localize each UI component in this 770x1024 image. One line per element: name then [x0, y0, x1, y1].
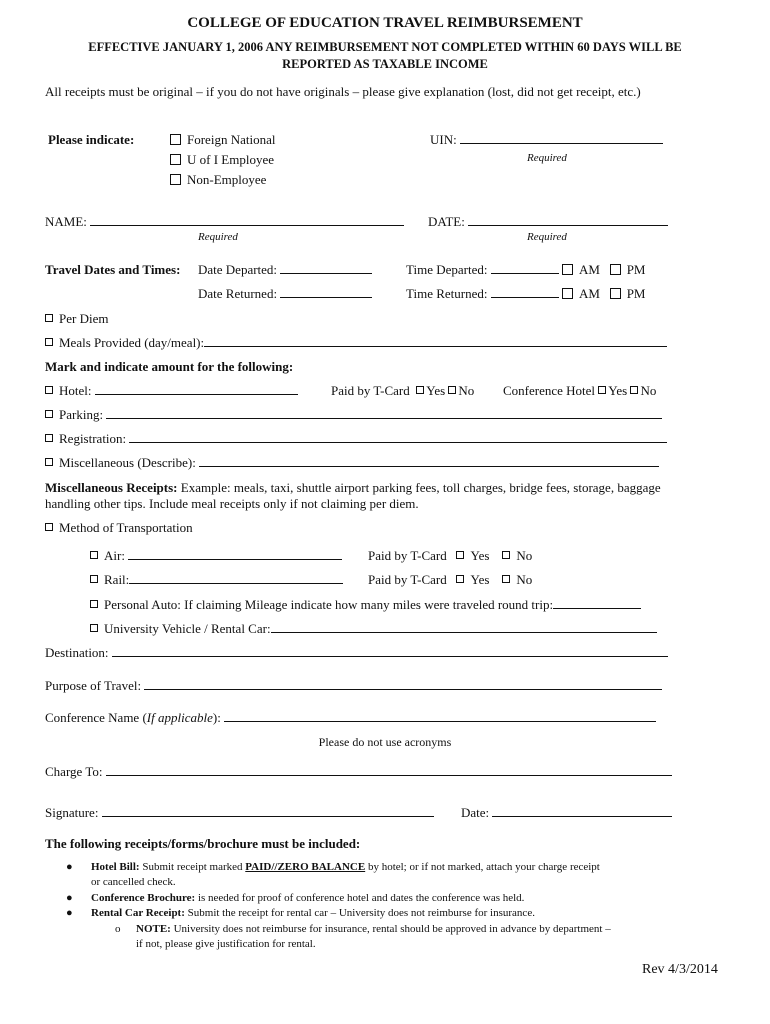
registration-field[interactable]: Registration:: [45, 431, 667, 447]
hotel-field[interactable]: Hotel:: [45, 383, 298, 399]
conference-name-field[interactable]: Conference Name (If applicable):: [45, 710, 656, 726]
date-departed-field[interactable]: Date Departed:: [198, 262, 372, 278]
checkbox-icon[interactable]: [170, 174, 181, 185]
uin-field[interactable]: UIN:: [430, 132, 663, 148]
checkbox-icon[interactable]: [90, 575, 98, 583]
subtitle-line-1: EFFECTIVE JANUARY 1, 2006 ANY REIMBURSEMENT NOT COMPLETED WITHIN 60 DAYS WILL BE: [88, 40, 682, 54]
miscellaneous-field[interactable]: Miscellaneous (Describe):: [45, 455, 659, 471]
hotel-tcard-group[interactable]: Paid by T-Card Yes No: [331, 383, 475, 398]
no-checkbox-icon[interactable]: [502, 575, 510, 583]
note-item-cont: if not, please give justification for rental.: [136, 938, 316, 950]
checkbox-icon[interactable]: [45, 410, 53, 418]
receipts-note: All receipts must be original – if you do not have originals – please give explanation (lost, did not get receipt, etc.): [45, 84, 641, 99]
checkbox-icon[interactable]: [45, 338, 53, 346]
pm-checkbox-icon[interactable]: [610, 288, 621, 299]
bullet-dot-icon: ●: [66, 892, 73, 904]
hotel-input-line[interactable]: [95, 383, 298, 395]
am-checkbox-icon[interactable]: [562, 288, 573, 299]
no-checkbox-icon[interactable]: [448, 386, 456, 394]
time-departed-line[interactable]: [491, 262, 559, 274]
charge-to-field[interactable]: Charge To:: [45, 764, 672, 780]
brochure-item: Conference Brochure: is needed for proof of conference hotel and dates the conference was held.: [91, 892, 525, 904]
option-non-employee[interactable]: Non-Employee: [170, 172, 266, 188]
personal-auto-field[interactable]: Personal Auto: If claiming Mileage indicate how many miles were traveled round trip:: [90, 597, 641, 613]
time-departed-field[interactable]: Time Departed: AM PM: [406, 262, 646, 277]
date-input-line[interactable]: [468, 214, 668, 226]
hotel-bill-item: Hotel Bill: Submit receipt marked PAID//ZERO BALANCE by hotel; or if not marked, attach your charge receipt: [91, 861, 600, 873]
name-input-line[interactable]: [90, 214, 404, 226]
travel-dates-label: Travel Dates and Times:: [45, 262, 181, 277]
misc-input-line[interactable]: [199, 455, 659, 467]
rail-field[interactable]: Rail:: [90, 572, 343, 588]
signature-date-input-line[interactable]: [492, 805, 672, 817]
mark-indicate-heading: Mark and indicate amount for the following:: [45, 359, 294, 374]
checkbox-icon[interactable]: [45, 386, 53, 394]
parking-field[interactable]: Parking:: [45, 407, 662, 423]
hotel-bill-item-cont: or cancelled check.: [91, 876, 176, 888]
no-checkbox-icon[interactable]: [630, 386, 638, 394]
university-vehicle-input-line[interactable]: [271, 621, 657, 633]
am-checkbox-icon[interactable]: [562, 264, 573, 275]
yes-checkbox-icon[interactable]: [598, 386, 606, 394]
misc-receipts-line-2: handling other tips. Include meal receipts only if not claiming per diem.: [45, 496, 419, 511]
pm-checkbox-icon[interactable]: [610, 264, 621, 275]
university-vehicle-field[interactable]: University Vehicle / Rental Car:: [90, 621, 657, 637]
note-item: NOTE: University does not reimburse for insurance, rental should be approved in advance by department –: [136, 923, 611, 935]
checkbox-icon[interactable]: [45, 314, 53, 322]
checkbox-icon[interactable]: [90, 551, 98, 559]
checkbox-icon[interactable]: [45, 434, 53, 442]
date-required-note: Required: [527, 231, 567, 243]
date-departed-line[interactable]: [280, 262, 372, 274]
misc-receipts-line-1: Miscellaneous Receipts: Example: meals, taxi, shuttle airport parking fees, toll charges, bridge fees, storage, baggage: [45, 480, 661, 495]
checkbox-icon[interactable]: [45, 523, 53, 531]
method-transport-option[interactable]: Method of Transportation: [45, 520, 193, 536]
bullet-dot-icon: ●: [66, 907, 73, 919]
checkbox-icon[interactable]: [90, 624, 98, 632]
bullet-dot-icon: ●: [66, 861, 73, 873]
conference-hotel-group[interactable]: Conference Hotel Yes No: [503, 383, 657, 398]
date-field[interactable]: DATE:: [428, 214, 668, 230]
uin-input-line[interactable]: [460, 132, 663, 144]
time-returned-line[interactable]: [491, 286, 559, 298]
please-indicate-label: Please indicate:: [48, 132, 135, 147]
date-returned-line[interactable]: [280, 286, 372, 298]
mileage-input-line[interactable]: [553, 597, 641, 609]
registration-input-line[interactable]: [129, 431, 667, 443]
air-input-line[interactable]: [128, 548, 342, 560]
purpose-field[interactable]: Purpose of Travel:: [45, 678, 662, 694]
yes-checkbox-icon[interactable]: [456, 575, 464, 583]
purpose-input-line[interactable]: [144, 678, 662, 690]
conference-name-input-line[interactable]: [224, 710, 656, 722]
air-field[interactable]: Air:: [90, 548, 342, 564]
checkbox-icon[interactable]: [170, 154, 181, 165]
meals-input-line[interactable]: [204, 335, 667, 347]
parking-input-line[interactable]: [106, 407, 662, 419]
no-acronyms-note: Please do not use acronyms: [318, 735, 452, 749]
time-returned-field[interactable]: Time Returned: AM PM: [406, 286, 646, 301]
signature-input-line[interactable]: [102, 805, 434, 817]
no-checkbox-icon[interactable]: [502, 551, 510, 559]
revision-label: Rev 4/3/2014: [642, 962, 718, 977]
destination-input-line[interactable]: [112, 645, 668, 657]
rental-car-item: Rental Car Receipt: Submit the receipt for rental car – University does not reimburse for insurance.: [91, 907, 535, 919]
option-u-of-i-employee[interactable]: U of I Employee: [170, 152, 274, 168]
uin-required-note: Required: [527, 152, 567, 164]
subtitle-line-2: REPORTED AS TAXABLE INCOME: [282, 57, 488, 71]
charge-to-input-line[interactable]: [106, 764, 672, 776]
signature-field[interactable]: Signature:: [45, 805, 434, 821]
rail-input-line[interactable]: [129, 572, 343, 584]
name-required-note: Required: [198, 231, 238, 243]
checkbox-icon[interactable]: [170, 134, 181, 145]
checkbox-icon[interactable]: [45, 458, 53, 466]
destination-field[interactable]: Destination:: [45, 645, 668, 661]
checkbox-icon[interactable]: [90, 600, 98, 608]
date-returned-field[interactable]: Date Returned:: [198, 286, 372, 302]
per-diem-option[interactable]: Per Diem: [45, 311, 108, 327]
yes-checkbox-icon[interactable]: [416, 386, 424, 394]
bullet-circle-icon: o: [115, 923, 121, 935]
yes-checkbox-icon[interactable]: [456, 551, 464, 559]
signature-date-field[interactable]: Date:: [461, 805, 672, 821]
meals-provided-field[interactable]: Meals Provided (day/meal):: [45, 335, 667, 351]
required-receipts-heading: The following receipts/forms/brochure must be included:: [45, 836, 361, 851]
name-field[interactable]: NAME:: [45, 214, 404, 230]
form-title: COLLEGE OF EDUCATION TRAVEL REIMBURSEMENT: [187, 15, 583, 31]
rail-tcard-group[interactable]: Paid by T-Card Yes No: [368, 572, 533, 587]
air-tcard-group[interactable]: Paid by T-Card Yes No: [368, 548, 533, 563]
option-foreign-national[interactable]: Foreign National: [170, 132, 275, 148]
